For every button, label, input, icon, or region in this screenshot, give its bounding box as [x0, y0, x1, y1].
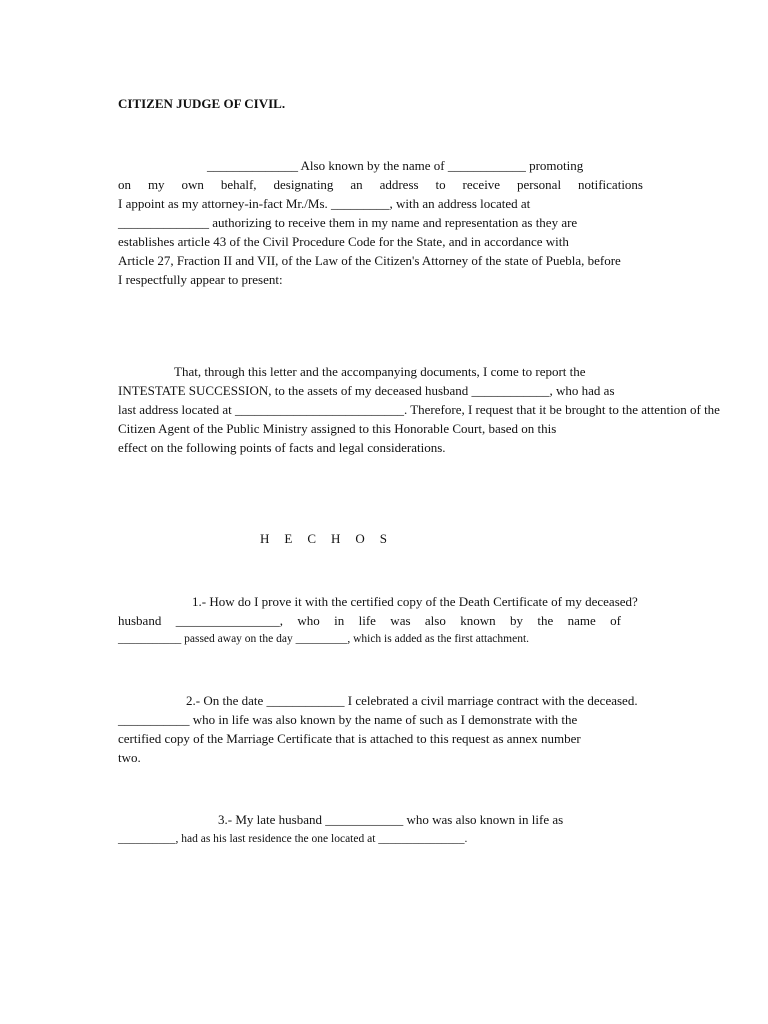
fact-1-line-3: ___________ passed away on the day _________, which is added as the first attachment. — [118, 633, 530, 645]
document-title: CITIZEN JUDGE OF CIVIL. — [118, 96, 286, 111]
fact-3-line-1: 3.- My late husband ____________ who was also known in life as — [218, 812, 564, 827]
fact-1-line-1: 1.- How do I prove it with the certified copy of the Death Certificate of my deceased? — [192, 594, 638, 609]
intro-line-5: establishes article 43 of the Civil Procedure Code for the State, and in accordance with — [118, 234, 569, 249]
report-line-2: INTESTATE SUCCESSION, to the assets of my deceased husband ____________, who had as — [118, 383, 615, 398]
fact-2-line-1: 2.- On the date ____________ I celebrated a civil marriage contract with the deceased. — [186, 693, 638, 708]
report-line-5: effect on the following points of facts and legal considerations. — [118, 440, 446, 455]
intro-line-4: ______________ authorizing to receive them in my name and representation as they are — [118, 215, 578, 230]
report-line-3: last address located at __________________________. Therefore, I request that it be brought to the attention of the — [118, 402, 720, 417]
fact-2-line-2: ___________ who in life was also known by the name of such as I demonstrate with the — [118, 712, 578, 727]
fact-1-line-2: husband ________________, who in life was also known by the name of — [118, 613, 621, 628]
fact-2-line-3: certified copy of the Marriage Certificate that is attached to this request as annex number — [118, 731, 581, 746]
facts-heading: HECHOS — [260, 531, 403, 546]
intro-line-2: on my own behalf, designating an address to receive personal notifications — [118, 177, 643, 192]
fact-2-line-4: two. — [118, 750, 141, 765]
report-line-4: Citizen Agent of the Public Ministry assigned to this Honorable Court, based on this — [118, 421, 557, 436]
fact-3-line-2: __________, had as his last residence the one located at _______________. — [118, 833, 468, 845]
intro-line-1: ______________ Also known by the name of ____________ promoting — [207, 158, 584, 173]
intro-line-3: I appoint as my attorney-in-fact Mr./Ms. _________, with an address located at — [118, 196, 531, 211]
report-line-1: That, through this letter and the accompanying documents, I come to report the — [174, 364, 586, 379]
intro-line-7: I respectfully appear to present: — [118, 272, 283, 287]
intro-line-6: Article 27, Fraction II and VII, of the Law of the Citizen's Attorney of the state of Puebla, before — [118, 253, 621, 268]
